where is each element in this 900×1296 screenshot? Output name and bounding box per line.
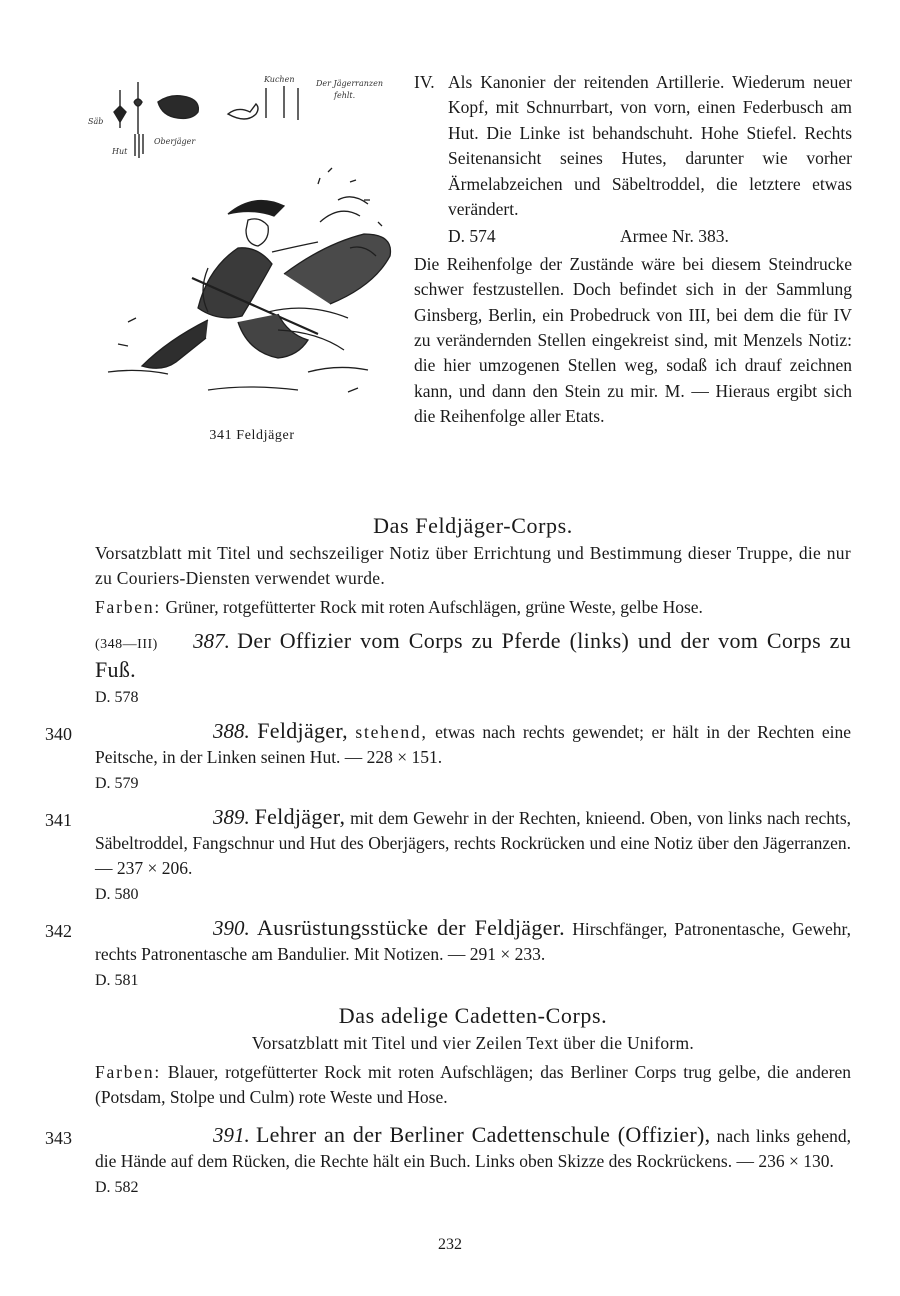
ref-armee: Armee Nr. 383. — [620, 226, 729, 247]
margin-number: 341 — [45, 810, 72, 830]
entry-d-ref: D. 579 — [95, 775, 139, 792]
ref-d: D. 574 — [448, 226, 496, 247]
entry-text: mit dem Gewehr in der Rechten, knieend. Oben, von links nach rechts, Säbeltroddel, Fangschnur und Hut des Oberjägers, rechts Rockrücken und eine Notiz über den Jägerranzen. — 237 × 206. — [95, 808, 852, 878]
colors-text: Blauer, rotgefütterter Rock mit roten Aufschlägen; das Berliner Corps trug gelbe, die anderen (Potsdam, Stolpe und Culm) rote Weste und Hose. — [95, 1062, 852, 1107]
plate-iv-entry — [414, 70, 852, 222]
catalog-number: 388. — [213, 719, 250, 743]
entry-text: nach links gehend, die Hände auf dem Rücken, die Rechte hält ein Buch. Links oben Skizze des Rockrückens. — 236 × 130. — [95, 1126, 852, 1171]
svg-text:Der Jägerranzen: Der Jägerranzen — [316, 79, 384, 88]
margin-number: 342 — [45, 921, 72, 941]
illustration — [88, 72, 400, 443]
figure-caption: 341 Feldjäger — [209, 428, 295, 443]
section-description: Vorsatzblatt mit Titel und vier Zeilen Text über die Uniform. — [251, 1033, 695, 1053]
catalog-number: 391. — [213, 1123, 250, 1147]
catalog-entry — [95, 628, 851, 710]
catalog-entry — [45, 718, 852, 796]
entry-title: Ausrüstungsstücke der Feldjäger. — [256, 915, 565, 940]
plate-iv-label: IV. — [414, 72, 435, 92]
right-column — [414, 70, 852, 430]
entry-d-ref: D. 578 — [95, 689, 139, 706]
margin-number: 340 — [45, 724, 72, 744]
section-heading-feldjaeger: Das Feldjäger-Corps. — [373, 513, 573, 538]
section-heading-cadetten: Das adelige Cadetten-Corps. — [338, 1003, 608, 1028]
entry-text: etwas nach rechts gewendet; er hält in der Rechten eine Peitsche, in der Linken seinen Hut. — 228 × 151. — [95, 722, 852, 767]
margin-number: 343 — [45, 1128, 72, 1148]
page-number: 232 — [438, 1236, 462, 1253]
colors-text: Grüner, rotgefütterter Rock mit roten Aufschlägen, grüne Weste, gelbe Hose. — [165, 597, 703, 617]
svg-text:fehlt.: fehlt. — [334, 91, 356, 100]
entry-d-ref: D. 580 — [95, 886, 139, 903]
sketch-drawing — [88, 72, 400, 424]
colors-note — [95, 595, 851, 620]
colors-label: Farben: — [95, 597, 162, 617]
svg-text:Hut: Hut — [112, 147, 128, 156]
catalog-entry — [45, 804, 852, 907]
plate-iv-references — [414, 224, 852, 249]
section-description: Vorsatzblatt mit Titel und sechszeiliger Notiz über Errichtung und Bestimmung dieser Truppe, die nur zu Couriers-Diensten verwendet wurde. — [95, 543, 851, 588]
entry-cross-ref: (348—III) — [95, 637, 158, 652]
entry-title-spaced: stehend, — [355, 722, 428, 742]
colors-label: Farben: — [95, 1062, 162, 1082]
svg-text:Kuchen: Kuchen — [264, 75, 295, 84]
svg-text:Säb: Säb — [88, 117, 104, 126]
plate-iv-text: Als Kanonier der reitenden Artillerie. Wiederum neuer Kopf, mit Schnurrbart, von vorn, einen Federbusch am Hut. Die Linke ist behandschuht. Hohe Stiefel. Rechts Seitenansicht seines Hutes, darunter wie vorher Ärmelabzeichen und Säbeltroddel, die letztere etwas verändert. — [448, 72, 852, 220]
state-order-note: Die Reihenfolge der Zustände wäre bei diesem Steindrucke schwer festzustellen. Doch befindet sich in der Sammlung Ginsberg, Berlin, ein Probedruck von III, bei dem die für IV zu verändernden Stellen eingekreist sind, mit Menzels Notiz: die hier umzogenen Stellen weg, sodaß ich drauf zeichnen kann, und dann den Stein zu mir. M. — Hieraus ergibt sich die Reihenfolge aller Etats. — [414, 253, 852, 427]
catalog-entry — [45, 1122, 852, 1200]
entry-title: Feldjäger, — [257, 718, 348, 743]
catalog-entry — [45, 915, 852, 993]
catalog-number: 389. — [213, 805, 250, 829]
entry-title: Lehrer an der Berliner Cadettenschule (Offizier), — [255, 1122, 711, 1147]
colors-note — [95, 1060, 851, 1110]
entry-d-ref: D. 581 — [95, 972, 139, 989]
entry-title: Feldjäger, — [254, 804, 346, 829]
catalog-number: 387. — [193, 629, 230, 653]
main-content — [45, 511, 852, 1200]
svg-text:Oberjäger: Oberjäger — [154, 137, 196, 146]
entry-text: Hirschfänger, Patronentasche, Gewehr, rechts Patronentasche am Bandulier. Mit Notizen. — 291 × 233. — [95, 919, 852, 964]
catalog-number: 390. — [213, 916, 250, 940]
entry-title: Der Offizier vom Corps zu Pferde (links) und der vom Corps zu Fuß. — [95, 628, 852, 682]
entry-d-ref: D. 582 — [95, 1179, 139, 1196]
